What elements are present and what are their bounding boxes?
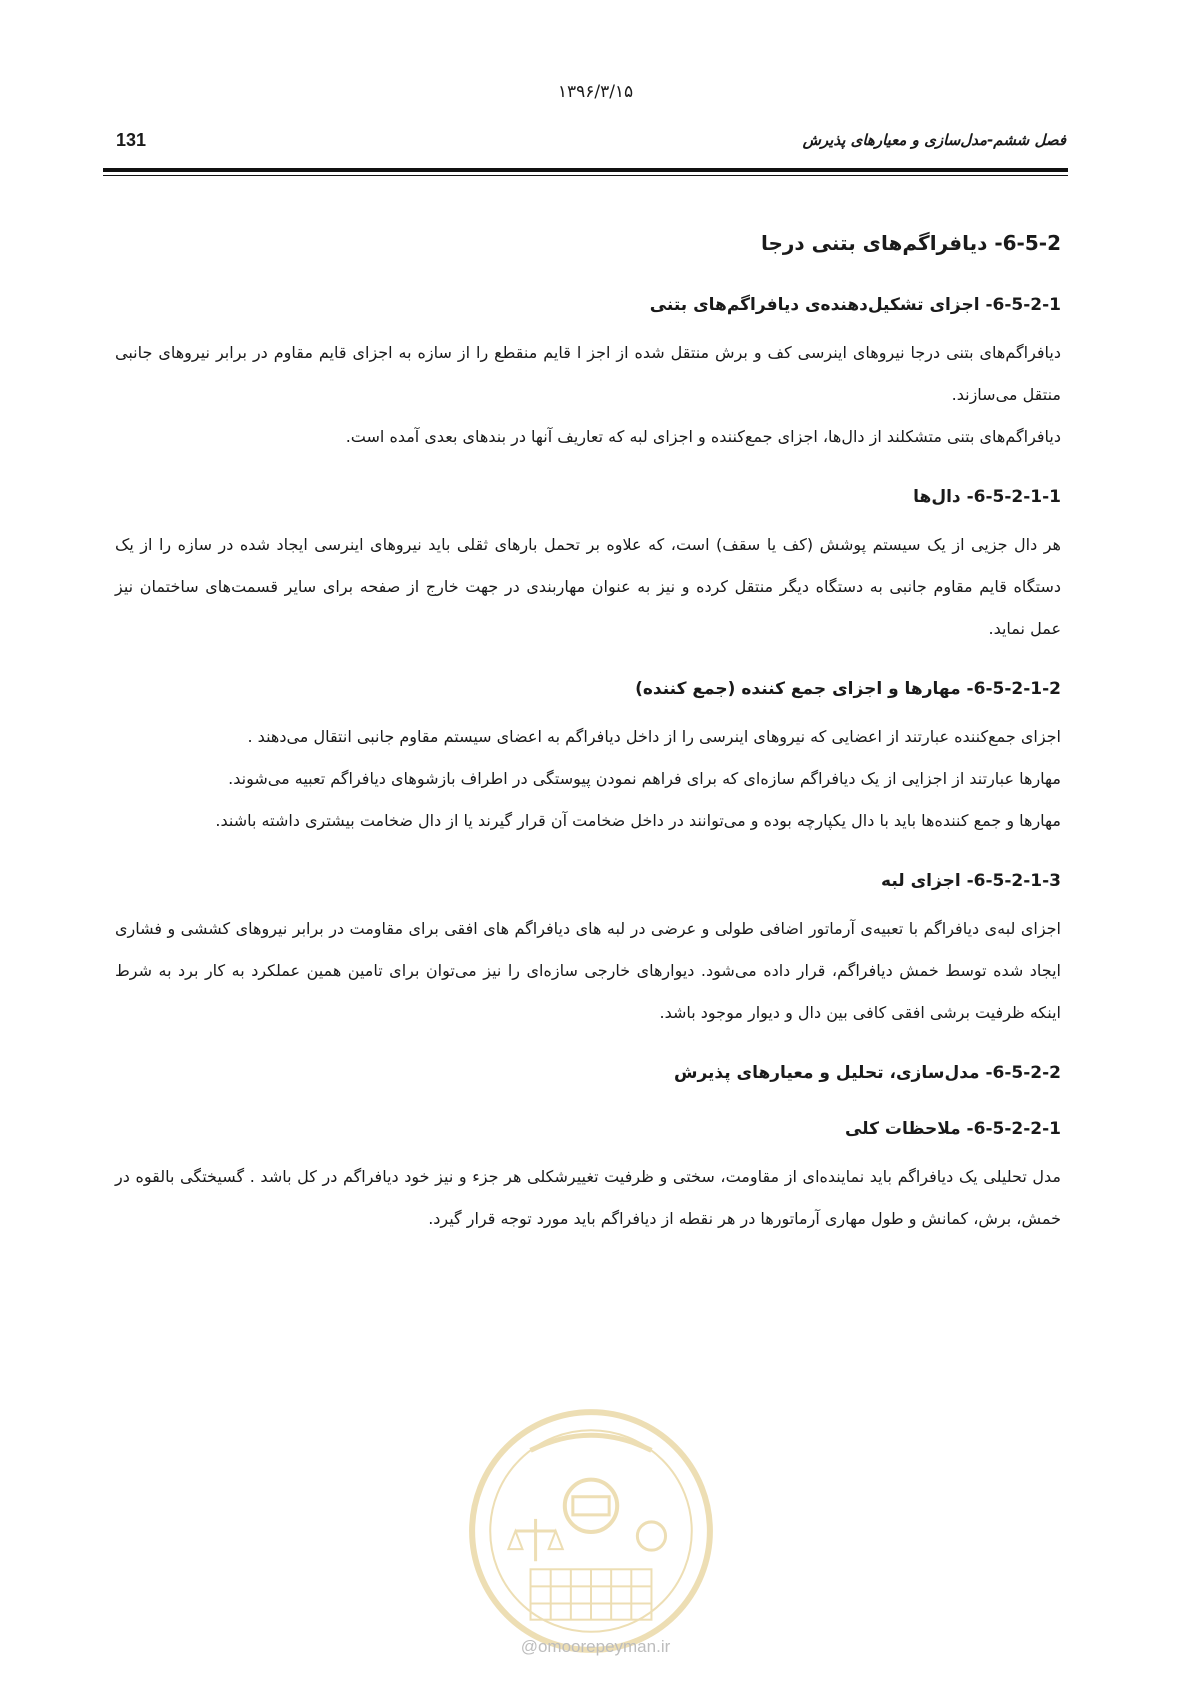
paragraph: هر دال جزیی از یک سیستم پوشش (کف یا سقف) است، که علاوه بر تحمل بارهای ثقلی باید نیروهای اینرسی ایجاد شده در سازه را از یک دستگاه قایم مقاوم جانبی به دستگاه دیگر منتقل کرده و نیز به عنوان مهاربندی در جهت خارج از صفحه برای سایر قسمت‌های ساختمان نیز عمل نماید. (115, 535, 1061, 638)
section-heading-slabs: 6-5-2-1-1- دال‌ها (913, 487, 1061, 507)
watermark-logo (460, 1400, 722, 1662)
header-rule-thick (103, 168, 1068, 172)
watermark-url: @omoorepeyman.ir (520, 1637, 671, 1656)
paragraph: اجزای لبه‌ی دیافراگم با تعبیه‌ی آرماتور اضافی طولی و عرضی در لبه های دیافراگم های افقی برای مقاومت در برابر نیروهای کششی و فشاری ایجاد شده توسط خمش دیافراگم، قرار داده می‌شود. دیوارهای خارجی سازه‌ای را نیز می‌توان برای تامین همین عملکرد به کار برد به شرط اینکه ظرفیت برشی افقی کافی بین دال و دیوار موجود باشد. (115, 919, 1061, 1022)
section-heading-general-considerations: 6-5-2-2-1- ملاحظات کلی (844, 1119, 1061, 1139)
section-heading-struts-collectors: 6-5-2-1-2- مهارها و اجزای جمع کننده (جمع کننده) (635, 679, 1061, 699)
paragraph: اجزای جمع‌کننده عبارتند از اعضایی که نیروهای اینرسی را از داخل دیافراگم به اعضای سیستم مقاوم جانبی انتقال می‌دهند . (247, 727, 1061, 746)
section-heading-chords: 6-5-2-1-3- اجزای لبه (881, 871, 1061, 891)
paragraph: دیافراگم‌های بتنی متشکلند از دال‌ها، اجزای جمع‌کننده و اجزای لبه که تعاریف آنها در بندهای بعدی آمده است. (345, 427, 1061, 446)
paragraph: مدل تحلیلی یک دیافراگم باید نماینده‌ای از مقاومت، سختی و ظرفیت تغییرشکلی هر جزء و نیز خود دیافراگم در کل باشد . گسیختگی بالقوه در خمش، برش، کمانش و طول مهاری آرماتورها در هر نقطه از دیافراگم باید مورد توجه قرار گیرد. (115, 1167, 1061, 1228)
header-rule-thin (103, 175, 1068, 176)
paragraph: مهارها و جمع کننده‌ها باید با دال یکپارچه بوده و می‌توانند در داخل ضخامت آن قرار گیرند یا از دال ضخامت بیشتری داشته باشند. (215, 811, 1061, 830)
document-date: ۱۳۹۶/۳/۱۵ (557, 82, 634, 102)
section-heading-modeling-analysis: 6-5-2-2- مدل‌سازی، تحلیل و معیارهای پذیرش (673, 1063, 1061, 1083)
chapter-running-title: فصل ششم-مدل‌سازی و معیارهای پذیرش (802, 131, 1066, 149)
section-heading-concrete-diaphragms: 6-5-2- دیافراگم‌های بتنی درجا (760, 231, 1061, 255)
paragraph: دیافراگم‌های بتنی درجا نیروهای اینرسی کف و برش منتقل شده از اجز ا قایم منقطع را از سازه به اجزای قایم مقاوم در برابر نیروهای جانبی منتقل می‌سازند. (115, 343, 1061, 404)
paragraph: مهارها عبارتند از اجزایی از یک دیافراگم سازه‌ای که برای فراهم نمودن پیوستگی در اطراف بازشوهای دیافراگم تعبیه می‌شوند. (228, 769, 1061, 788)
page-number: 131 (116, 130, 147, 150)
section-heading-diaphragm-components: 6-5-2-1- اجزای تشکیل‌دهنده‌ی دیافراگم‌های بتنی (649, 295, 1061, 315)
page-body (115, 208, 1061, 1240)
